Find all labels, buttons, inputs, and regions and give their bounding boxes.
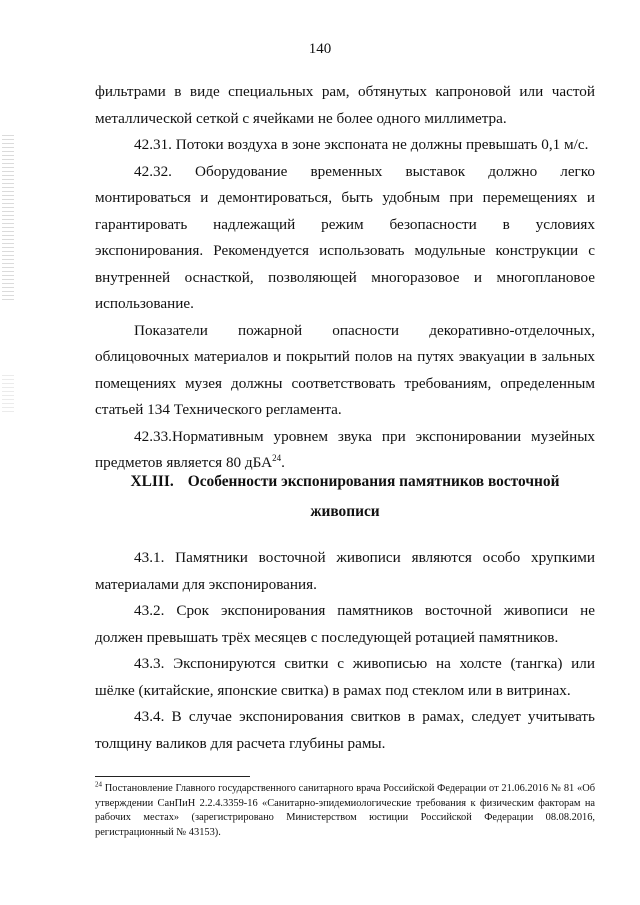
footnote-separator: [95, 776, 250, 777]
scan-margin-artifact: [2, 135, 14, 300]
paragraph-42-31: 42.31. Потоки воздуха в зоне экспоната не должны превышать 0,1 м/с.: [134, 136, 589, 153]
footnote-24: [95, 782, 595, 840]
footnote-text: Постановление Главного государственного санитарного врача Российской Федерации от 21.06.2016 № 81 «Об утверждении СанПиН 2.2.4.3359-16 «Санитарно-эпидемиологические требования к физическим факторам на рабочих местах» (зарегистрировано Министерством юстиции Российской Федерации 08.08.2016, регистрационный № 43153).: [95, 783, 595, 838]
section-43-text: [95, 545, 595, 757]
section-42-text: [95, 79, 595, 477]
paragraph-42-32: 42.32. Оборудование временных выставок должно легко монтироваться и демонтироваться, быть удобным при перемещениях и гарантировать надлежащий режим безопасности в условиях экспонирования. Рекомендуется использовать модульные конструкции с внутренней оснасткой, позволяющей многоразовое и многоплановое использование.: [95, 162, 595, 312]
paragraph-continuation: фильтрами в виде специальных рам, обтянутых капроновой или частой металлической сеткой с ячейками не более одного миллиметра.: [95, 83, 595, 127]
paragraph-43-3: 43.3. Экспонируются свитки с живописью на холсте (тангка) или шёлке (китайские, японские свитка) в рамах под стеклом или в витринах.: [95, 655, 595, 699]
footnote-marker: 24: [95, 780, 102, 789]
section-43-heading: [95, 467, 595, 527]
scan-margin-artifact: [2, 375, 14, 415]
paragraph-43-4: 43.4. В случае экспонирования свитков в рамах, следует учитывать толщину валиков для расчета глубины рамы.: [95, 708, 595, 752]
section-43-number: XLIII.: [130, 473, 174, 490]
paragraph-43-2: 43.2. Срок экспонирования памятников восточной живописи не должен превышать трёх месяцев с последующей ротацией памятников.: [95, 602, 595, 646]
footnote-ref-24[interactable]: 24: [272, 452, 282, 463]
paragraph-42-33-end: .: [281, 454, 285, 471]
paragraph-42-33-text: 42.33.Нормативным уровнем звука при экспонировании музейных предметов является 80 дБА: [95, 427, 595, 471]
paragraph-43-1: 43.1. Памятники восточной живописи являются особо хрупкими материалами для экспонирования.: [95, 549, 595, 593]
section-43-title: Особенности экспонирования памятников восточной живописи: [187, 473, 560, 520]
paragraph-fire-safety: Показатели пожарной опасности декоративно-отделочных, облицовочных материалов и покрытий полов на путях эвакуации в зальных помещениях музея должны соответствовать требованиям, определенным статьей 134 Технического регламента.: [95, 321, 595, 418]
page-number: 140: [308, 41, 332, 57]
